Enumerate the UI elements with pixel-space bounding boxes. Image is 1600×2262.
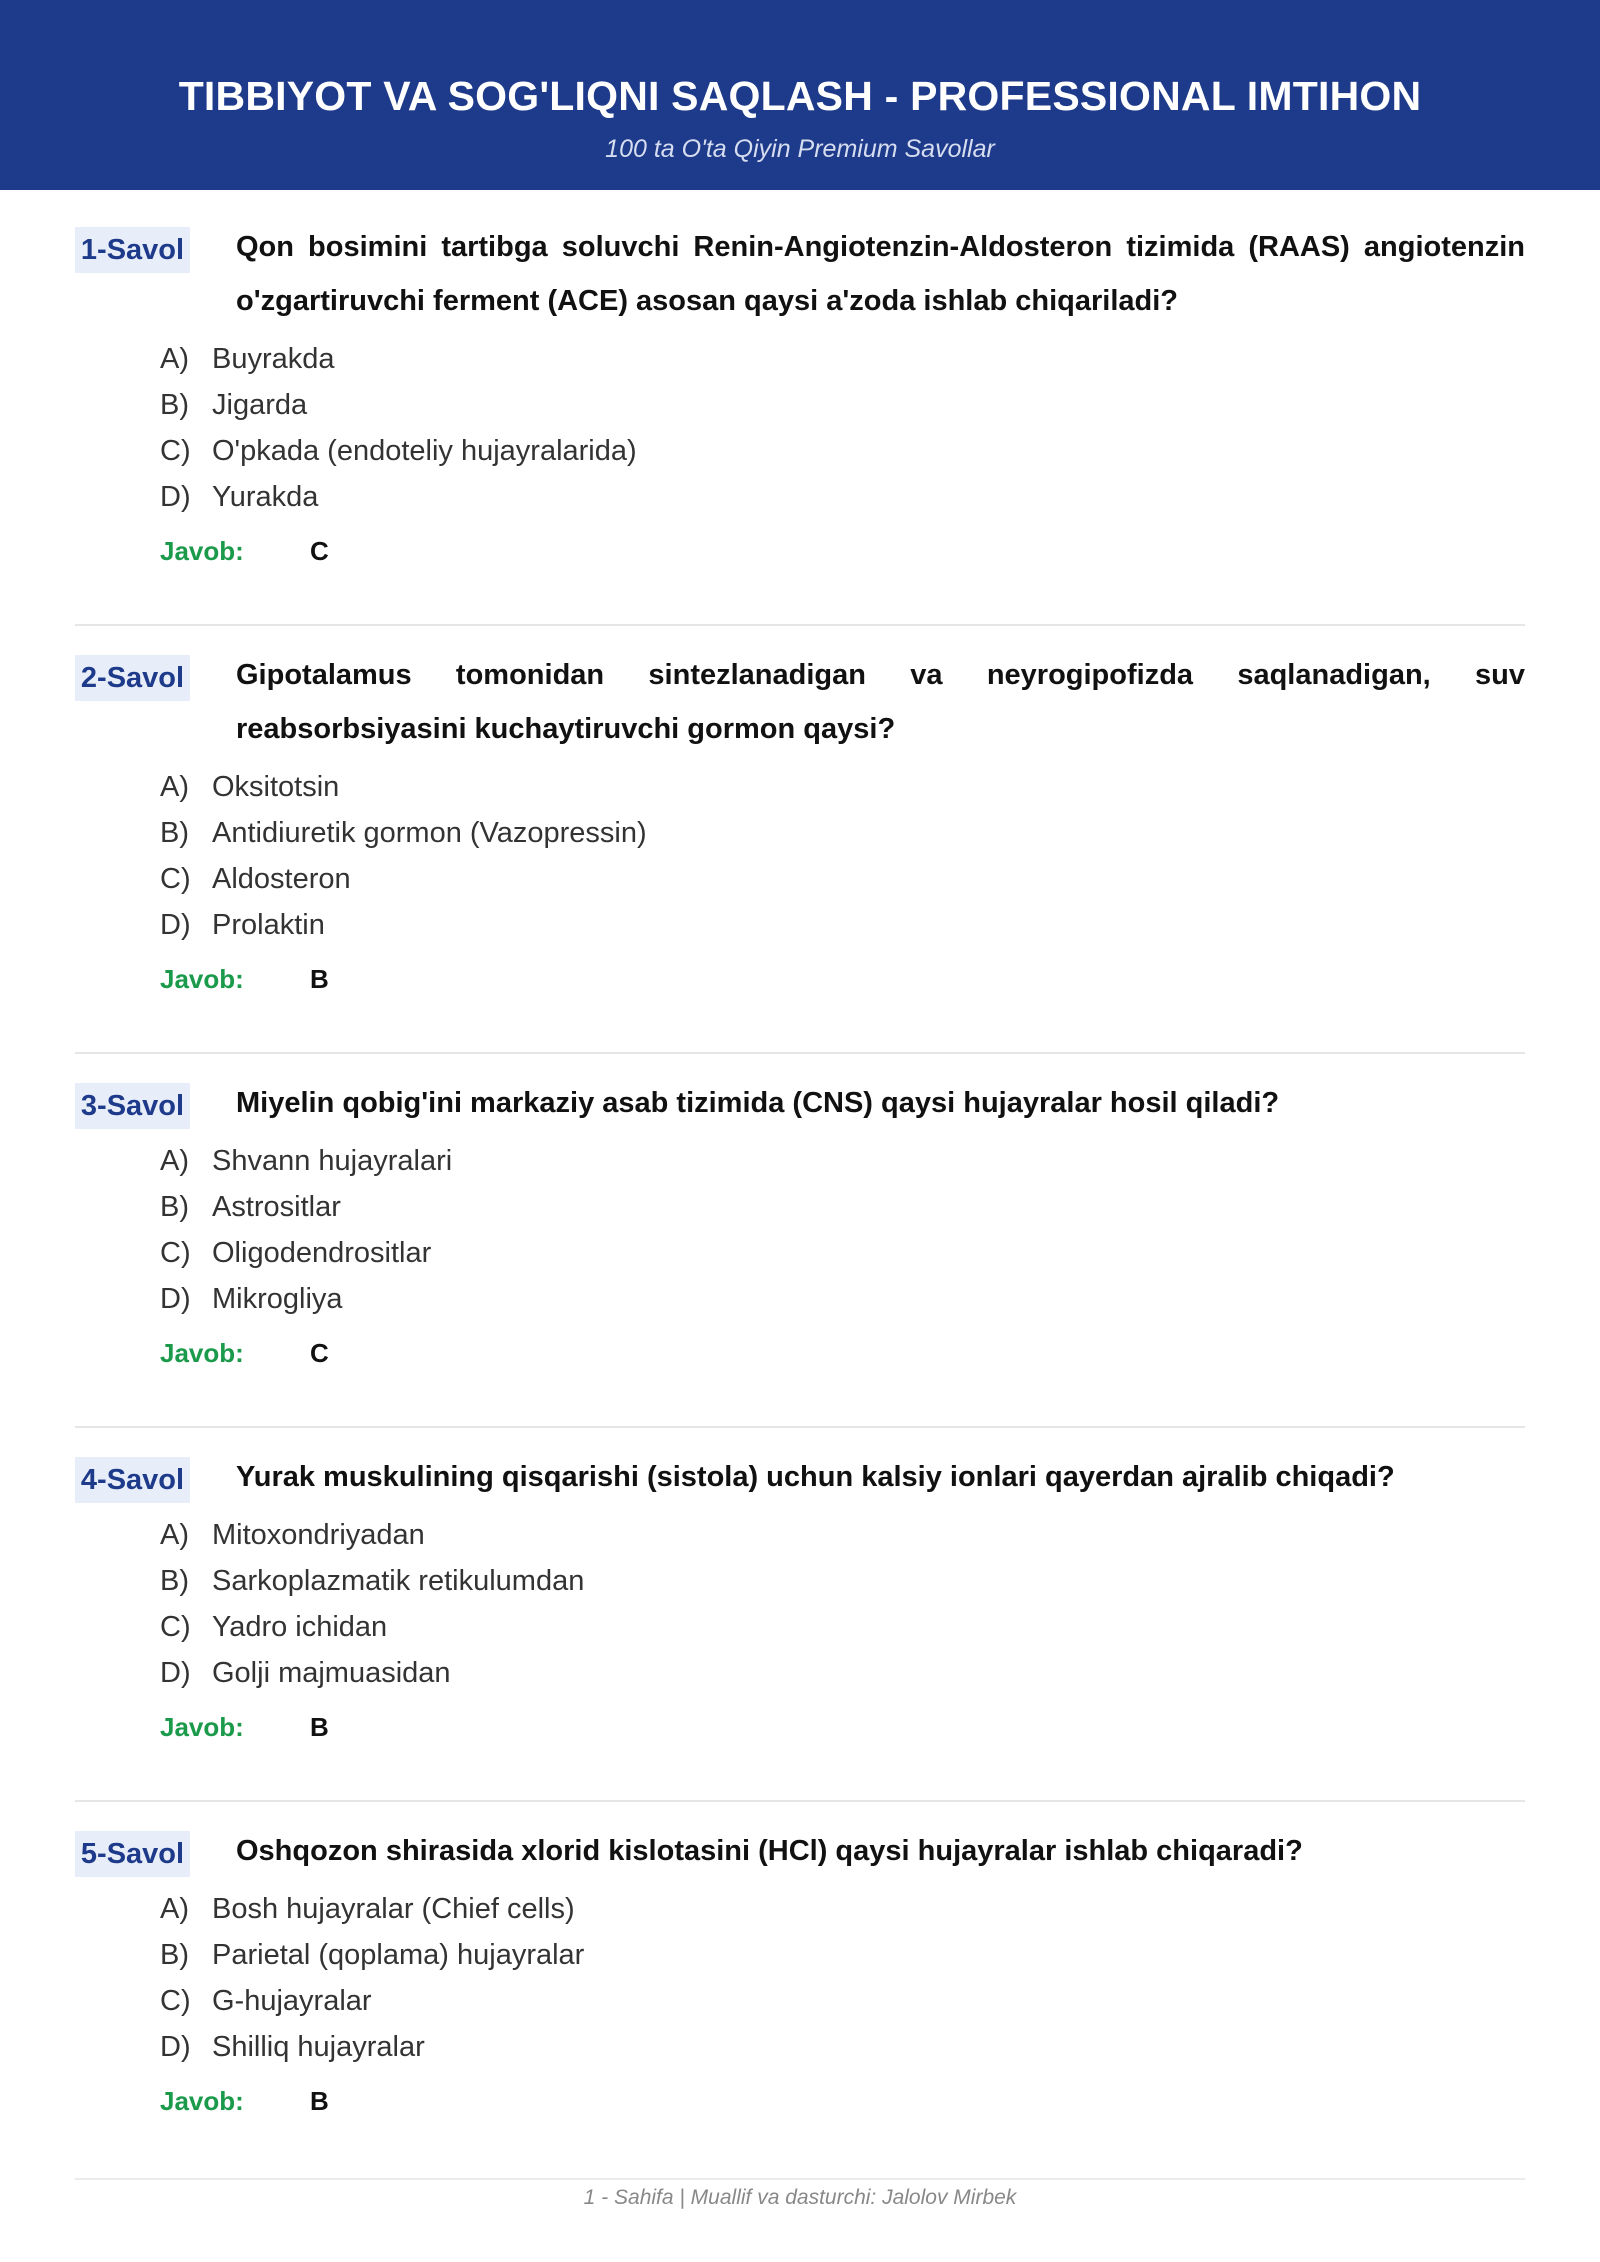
option-letter: A) [160,1893,189,1925]
question-number: 3-Savol [75,1083,190,1129]
option-a [160,1138,1525,1184]
question-number: 1-Savol [75,227,190,273]
option-text: Jigarda [212,389,308,421]
option-d [160,902,1525,948]
question-text: Miyelin qobig'ini markaziy asab tizimida (CNS) qaysi hujayralar hosil qiladi? [236,1087,1280,1119]
page-title: TIBBIYOT VA SOG'LIQNI SAQLASH - PROFESSIONAL IMTIHON [178,73,1422,119]
answer-label: Javob: [160,1338,244,1368]
option-d [160,474,1525,520]
option-b [160,810,1525,856]
option-text: Shvann hujayralari [212,1145,453,1177]
option-letter: B) [160,389,189,421]
answer-row [75,1330,1525,1376]
option-a [160,764,1525,810]
options-list [75,1886,1525,2070]
option-text: Astrositlar [212,1191,341,1223]
option-letter: A) [160,343,189,375]
answer-label: Javob: [160,964,244,994]
option-text: Oligodendrositlar [212,1237,432,1269]
question-text: Oshqozon shirasida xlorid kislotasini (HCl) qaysi hujayralar ishlab chiqaradi? [236,1835,1303,1867]
option-b [160,1558,1525,1604]
option-letter: C) [160,863,191,895]
answer-value: B [310,964,329,994]
option-text: Mitoxondriyadan [212,1519,425,1551]
question-block [75,220,1525,626]
option-b [160,1932,1525,1978]
option-d [160,1276,1525,1322]
page-subtitle: 100 ta O'ta Qiyin Premium Savollar [605,135,995,163]
answer-value: C [310,536,329,566]
option-letter: A) [160,1145,189,1177]
options-list [75,336,1525,520]
option-letter: A) [160,1519,189,1551]
option-text: Prolaktin [212,909,325,941]
option-letter: D) [160,2031,191,2063]
answer-label: Javob: [160,2086,244,2116]
answer-row [75,956,1525,1002]
answer-value: B [310,2086,329,2116]
option-text: Shilliq hujayralar [212,2031,425,2063]
question-number: 5-Savol [75,1831,190,1877]
option-letter: C) [160,1611,191,1643]
options-list [75,1512,1525,1696]
option-letter: B) [160,817,189,849]
option-letter: D) [160,909,191,941]
questions-list [75,220,1525,2196]
question-text: Yurak muskulining qisqarishi (sistola) uchun kalsiy ionlari qayerdan ajralib chiqadi? [236,1461,1395,1493]
option-text: Yadro ichidan [212,1611,388,1643]
options-list [75,1138,1525,1322]
option-c [160,1230,1525,1276]
question-text: Gipotalamus tomonidan sintezlanadigan va neyrogipofizda saqlanadigan, suv reabsorbsiyasini kuchaytiruvchi gormon qaysi? [236,659,1525,745]
option-d [160,2024,1525,2070]
answer-row [75,2078,1525,2124]
option-text: Mikrogliya [212,1283,343,1315]
question-block [75,648,1525,1054]
option-text: Sarkoplazmatik retikulumdan [212,1565,585,1597]
question-block [75,1450,1525,1802]
option-letter: B) [160,1565,189,1597]
answer-row [75,1704,1525,1750]
option-text: Buyrakda [212,343,335,375]
option-text: Yurakda [212,481,319,513]
page-footer: 1 - Sahifa | Muallif va dasturchi: Jalolov Mirbek [75,2178,1525,2212]
option-c [160,428,1525,474]
option-letter: B) [160,1939,189,1971]
answer-value: C [310,1338,329,1368]
answer-value: B [310,1712,329,1742]
option-letter: D) [160,1657,191,1689]
option-letter: C) [160,1237,191,1269]
option-c [160,856,1525,902]
question-block [75,1824,1525,2174]
option-letter: D) [160,1283,191,1315]
option-letter: A) [160,771,189,803]
question-block [75,1076,1525,1428]
question-text: Qon bosimini tartibga soluvchi Renin-Angiotenzin-Aldosteron tizimida (RAAS) angiotenzin o'zgartiruvchi ferment (ACE) asosan qaysi a'zoda ishlab chiqariladi? [236,231,1525,317]
option-d [160,1650,1525,1696]
option-b [160,382,1525,428]
option-text: Parietal (qoplama) hujayralar [212,1939,585,1971]
option-c [160,1978,1525,2024]
option-a [160,1512,1525,1558]
option-text: G-hujayralar [212,1985,372,2017]
option-text: Bosh hujayralar (Chief cells) [212,1893,575,1925]
option-letter: C) [160,1985,191,2017]
page-header [0,0,1600,190]
option-text: O'pkada (endoteliy hujayralarida) [212,435,637,467]
option-letter: B) [160,1191,189,1223]
answer-label: Javob: [160,536,244,566]
options-list [75,764,1525,948]
option-a [160,336,1525,382]
option-text: Aldosteron [212,863,351,895]
option-text: Antidiuretik gormon (Vazopressin) [212,817,647,849]
answer-row [75,528,1525,574]
option-letter: D) [160,481,191,513]
question-number: 2-Savol [75,655,190,701]
question-number: 4-Savol [75,1457,190,1503]
option-a [160,1886,1525,1932]
answer-label: Javob: [160,1712,244,1742]
option-text: Golji majmuasidan [212,1657,451,1689]
option-text: Oksitotsin [212,771,340,803]
option-c [160,1604,1525,1650]
option-b [160,1184,1525,1230]
option-letter: C) [160,435,191,467]
